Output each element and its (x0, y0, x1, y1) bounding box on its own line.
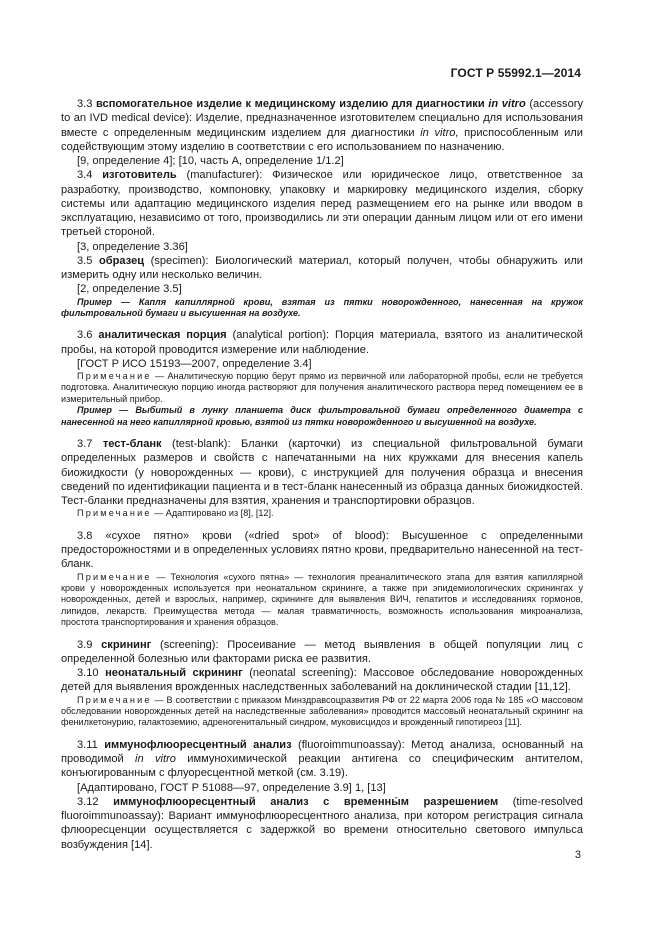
entry-example: Пример — Выбитый в лунку планшета диск фильтровальной бумаги определенного диаметра с нанесенной на него капиллярной кровью, взятой из пятки новорожденного и высушенной на воздухе. (61, 405, 583, 427)
entry-reference: [9, определение 4]; [10, часть А, определение 1/1.2] (77, 155, 344, 167)
entry-reference: [3, определение 3.36] (77, 240, 188, 253)
entry-3-12 (61, 795, 583, 852)
entry-3-7 (61, 437, 583, 508)
entry-term: изготовитель (102, 169, 177, 182)
entry-term: вспомогательное изделие к медицинскому изделию для диагностики (96, 98, 485, 110)
entry-number: 3.5 (77, 254, 93, 267)
note-label: Примечание (77, 694, 152, 705)
entry-english: (time-resolved fluoroimmunoassay): (61, 795, 583, 822)
entry-number: 3.10 (77, 667, 99, 680)
entry-note (61, 508, 583, 519)
entry-definition: Вариант иммунофлюоресцентного анализа, при котором регистрация сигнала флюоресценции осуществляется с задержкой во времени относительно светового импульса возбуждения [14]. (61, 810, 583, 851)
entry-3-11 (61, 738, 583, 781)
entry-english: (fluoroimmunoassay): (298, 738, 405, 751)
page-number: 3 (574, 849, 581, 861)
entry-definition: Просеивание — метод выявления в общей популяции лиц с определенной болезнью или факторами риска ее развития. (61, 638, 583, 665)
entry-term-italic: in vitro (488, 98, 526, 110)
entry-english: (analytical portion): (232, 329, 330, 342)
entry-3-5 (61, 254, 583, 283)
entry-note (61, 572, 583, 629)
entry-definition: Изделие, предназначенное изготовителем специально для использования вместе с определенным медицинским изделием для диагностики (61, 112, 583, 139)
entry-3-3 (61, 97, 583, 154)
entry-term: аналитическая порция (98, 329, 227, 342)
note-text: — Адаптировано из [8], [12]. (154, 508, 274, 519)
entry-note (61, 371, 583, 405)
entry-english: (manufacturer): (186, 169, 263, 182)
entry-reference: [Адаптировано, ГОСТ Р 51088—97, определение 3.9] 1, [13] (77, 781, 386, 794)
entry-english: (screening): (160, 638, 219, 651)
entry-definition-end: приспособленным или содействующим этому изделию в соответствии с его использованием по назначению. (61, 126, 583, 153)
entry-english: (test-blank): (172, 438, 231, 451)
entry-term: образец (98, 254, 145, 267)
entry-definition: Высушенное с определенными предосторожностями и в определенных условиях пятно крови, предварительно нанесенной на тест-бланк. (61, 529, 583, 571)
note-text: — Технология «сухого пятна» — технология преаналитического этапа для взятия капиллярной крови у новорожденных используется при неонатальном скрининге, а также при эпидемиологических скринингах у новорожденных, детей и взрослых, например, скрининге для выявления ВИЧ, гепатитов и исследованиях гормонов, липидов, лекарств. Преимущества метода — малая травматичность, возможность использования микроанализа, простота транспортирования и хранения образцов. (61, 571, 583, 628)
entry-number: 3.3 (77, 98, 93, 110)
entry-english: (specimen): (150, 254, 209, 267)
entry-english: (neonatal screening): (249, 667, 357, 680)
entry-number: 3.7 (77, 438, 93, 451)
entry-number: 3.6 (77, 329, 93, 342)
entry-3-4 (61, 168, 583, 239)
entry-definition: Бланки (карточки) из специальной фильтровальной бумаги определенных размеров и свойств с напечатанными на них кружками для внесения капель биожидкости (у новорожденных — крови), с инструкцией для получения образца и внесения сведений по идентификации пациента и в тест-бланк нанесенный из образца данных биожидкостей. Тест-бланки предназначены для взятия, хранения и транспортировки образцов. (61, 438, 584, 508)
entry-number: 3.12 (77, 795, 99, 808)
entry-definition: Биологический материал, который получен, чтобы обнаружить или измерить одну или несколько величин. (61, 254, 583, 281)
entry-3-10 (61, 666, 583, 695)
note-text: — Аналитическую порцию берут прямо из первичной или лабораторной пробы, если не требуется подготовка. Аналитическую порцию иногда растворяют для получения аналитического раствора перед помещением ее в измерительный прибор. (61, 371, 583, 404)
entry-definition: Порция материала, взятого из аналитической пробы, на которой проводится измерение или наблюдение. (61, 329, 583, 356)
entry-term: неонатальный скрининг (105, 667, 243, 680)
entry-term: иммунофлюоресцентный анализ с временны́м разрешением (113, 795, 499, 808)
note-label: Примечание (77, 508, 152, 519)
entry-number: 3.8 (77, 529, 93, 542)
standard-header: ГОСТ Р 55992.1—2014 (450, 66, 581, 80)
entry-english: (accessory to an IVD medical device): (61, 98, 583, 125)
entry-term: тест-бланк (102, 438, 162, 451)
entry-term: скрининг (101, 638, 152, 651)
entry-note (61, 695, 583, 729)
note-label: Примечание (77, 371, 152, 382)
page-content (61, 97, 583, 852)
entry-number: 3.11 (77, 738, 98, 751)
entry-3-6 (61, 328, 583, 357)
entry-definition-end: иммунохимической реакции антигена со специфическим антителом, конъюгированным с флуоресцентной меткой (см. 3.19). (61, 753, 583, 780)
entry-definition-italic: in vitro, (420, 126, 459, 139)
entry-example: Пример — Капля капиллярной крови, взятая из пятки новорожденного, нанесенная на кружок фильтровальной бумаги и высушенная на воздухе. (61, 296, 583, 318)
entry-reference: [ГОСТ Р ИСО 15193—2007, определение 3.4] (77, 357, 312, 370)
entry-term: «сухое пятно» крови («dried spot» of blood): (105, 529, 389, 542)
entry-number: 3.4 (77, 169, 93, 182)
entry-reference: [2, определение 3.5] (77, 283, 182, 296)
entry-definition-italic: in vitro (135, 753, 176, 765)
note-label: Примечание (77, 571, 152, 582)
entry-number: 3.9 (77, 638, 93, 651)
entry-definition: Массовое обследование новорожденных детей для выявления врожденных наследственных заболеваний на доклинической стадии [11,12]. (61, 667, 583, 694)
entry-term: иммунофлюоресцентный анализ (104, 738, 292, 751)
entry-3-8 (61, 529, 583, 572)
entry-definition: Физическое или юридическое лицо, ответственное за разработку, производство, компоновку, упаковку и маркировку медицинского изделия, сборку системы или адаптацию медицинского изделия перед размещением его на рынке или вводом в эксплуатацию, независимо от того, производились ли эти операции данным лицом или от его имени третьей стороной. (61, 169, 583, 239)
note-text: — В соответствии с приказом Минздравсоцразвития РФ от 22 марта 2006 года № 185 «О массовом обследовании новорожденных детей на наследственные заболевания» проводится массовый неонатальный скрининг на фенилкетонурию, галактоземию, адреногенитальный синдром, муковисцидоз и врожденный гипотиреоз [11]. (61, 694, 583, 728)
entry-3-9 (61, 638, 583, 667)
entry-definition: Метод анализа, основанный на проводимой (61, 738, 584, 765)
